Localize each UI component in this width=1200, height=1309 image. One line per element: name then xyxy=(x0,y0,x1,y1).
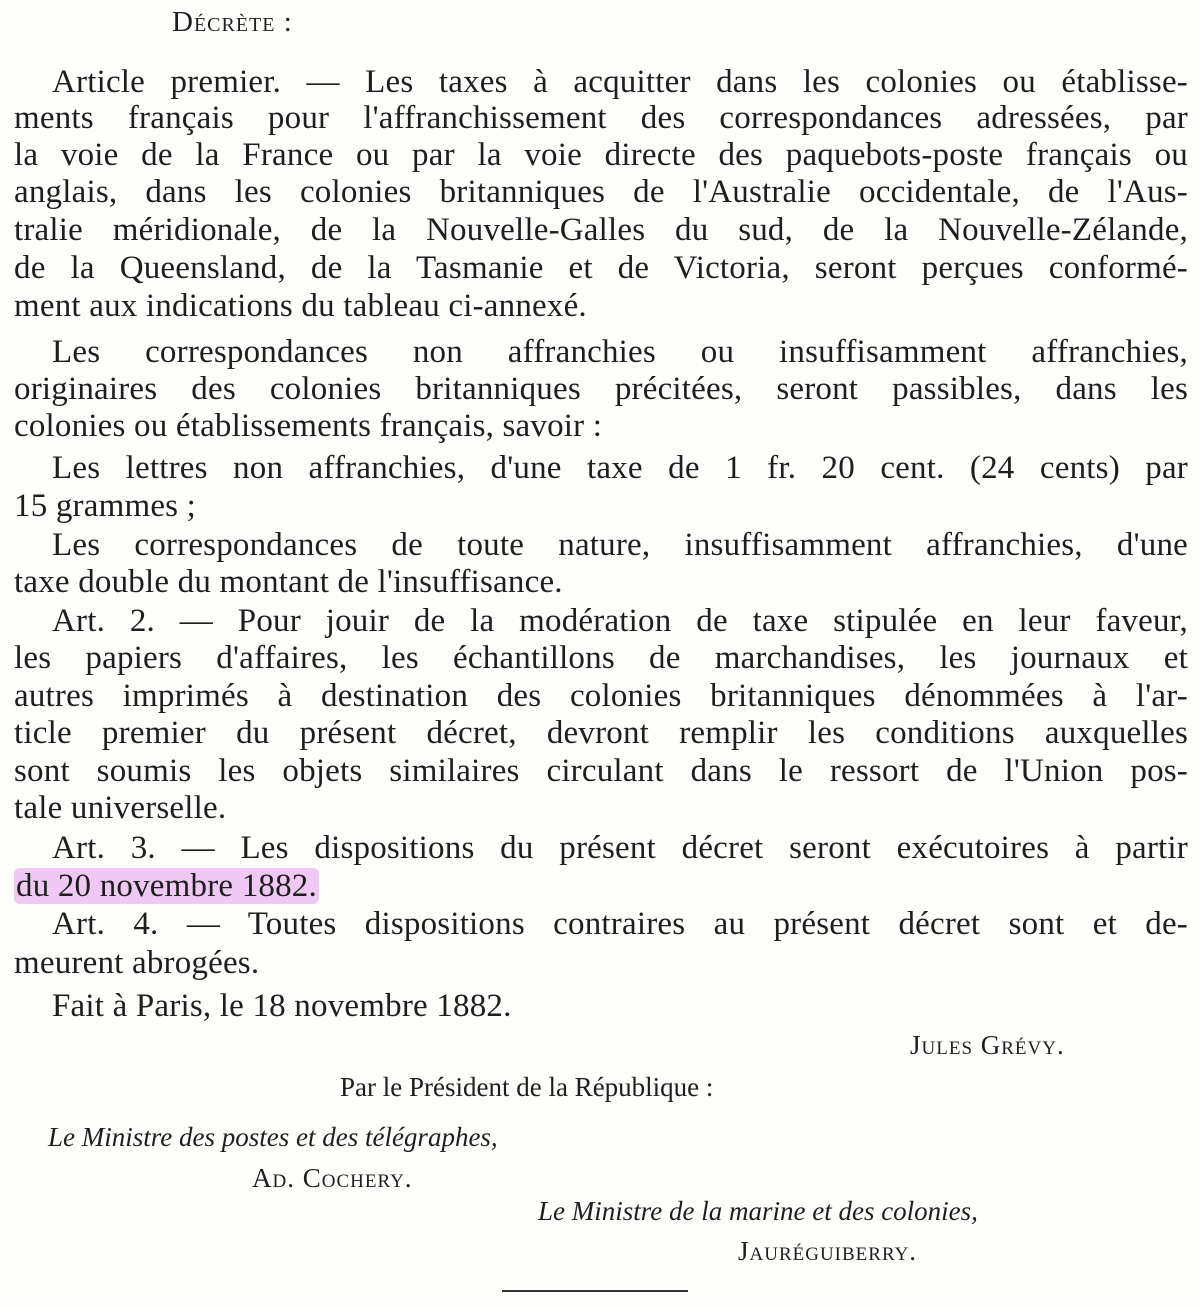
text-line: meurent abrogées. xyxy=(14,945,260,981)
text-line: autres imprimés à destination des colonies britanniques dénommées à l'ar- xyxy=(14,678,1188,714)
text-line: Les correspondances non affranchies ou insuffisamment affranchies, xyxy=(52,334,1188,370)
text-line: Les lettres non affranchies, d'une taxe de 1 fr. 20 cent. (24 cents) par xyxy=(52,450,1188,486)
minister-posts-name: Ad. Cochery. xyxy=(252,1163,413,1193)
text-line: Art. 2. — Pour jouir de la modération de taxe stipulée en leur faveur, xyxy=(52,603,1188,639)
by-president-line: Par le Président de la République : xyxy=(340,1072,714,1102)
closing-rule xyxy=(502,1290,688,1292)
text-line: Les correspondances de toute nature, insuffisamment affranchies, d'une xyxy=(52,527,1188,563)
decree-heading: Décrète : xyxy=(172,6,293,38)
text-line: anglais, dans les colonies britanniques de l'Australie occidentale, de l'Aus- xyxy=(14,174,1188,210)
minister-marine-title: Le Ministre de la marine et des colonies, xyxy=(538,1196,978,1226)
text-line: ment aux indications du tableau ci-annexé. xyxy=(14,288,587,324)
text-line: les papiers d'affaires, les échantillons de marchandises, les journaux et xyxy=(14,640,1188,676)
text-line: la voie de la France ou par la voie directe des paquebots-poste français ou xyxy=(14,137,1188,173)
text-line: de la Queensland, de la Tasmanie et de Victoria, seront perçues conformé- xyxy=(14,250,1188,286)
text-line: Article premier. — Les taxes à acquitter dans les colonies ou établisse- xyxy=(52,64,1188,100)
president-signature: Jules Grévy. xyxy=(910,1030,1065,1060)
text-line: ticle premier du présent décret, devront remplir les conditions auxquelles xyxy=(14,715,1188,751)
text-line: sont soumis les objets similaires circulant dans le ressort de l'Union pos- xyxy=(14,753,1188,789)
text-line-highlighted xyxy=(14,868,1188,904)
date-highlight: du 20 novembre 1882. xyxy=(16,868,317,904)
text-line: ments français pour l'affranchissement des correspondances adressées, par xyxy=(14,100,1188,136)
text-line: originaires des colonies britanniques précitées, seront passibles, dans les xyxy=(14,371,1188,407)
text-line: tralie méridionale, de la Nouvelle-Galles du sud, de la Nouvelle-Zélande, xyxy=(14,212,1188,248)
text-line: 15 grammes ; xyxy=(14,488,197,524)
minister-marine-name: Jauréguiberry. xyxy=(738,1236,918,1266)
text-line: tale universelle. xyxy=(14,790,227,826)
text-line: colonies ou établissements français, savoir : xyxy=(14,408,603,444)
minister-posts-title: Le Ministre des postes et des télégraphes, xyxy=(48,1122,498,1152)
text-line: Art. 4. — Toutes dispositions contraires au présent décret sont et de- xyxy=(52,906,1188,942)
text-line: taxe double du montant de l'insuffisance. xyxy=(14,564,563,600)
signing-line: Fait à Paris, le 18 novembre 1882. xyxy=(52,988,512,1024)
text-line: Art. 3. — Les dispositions du présent décret seront exécutoires à partir xyxy=(52,830,1188,866)
